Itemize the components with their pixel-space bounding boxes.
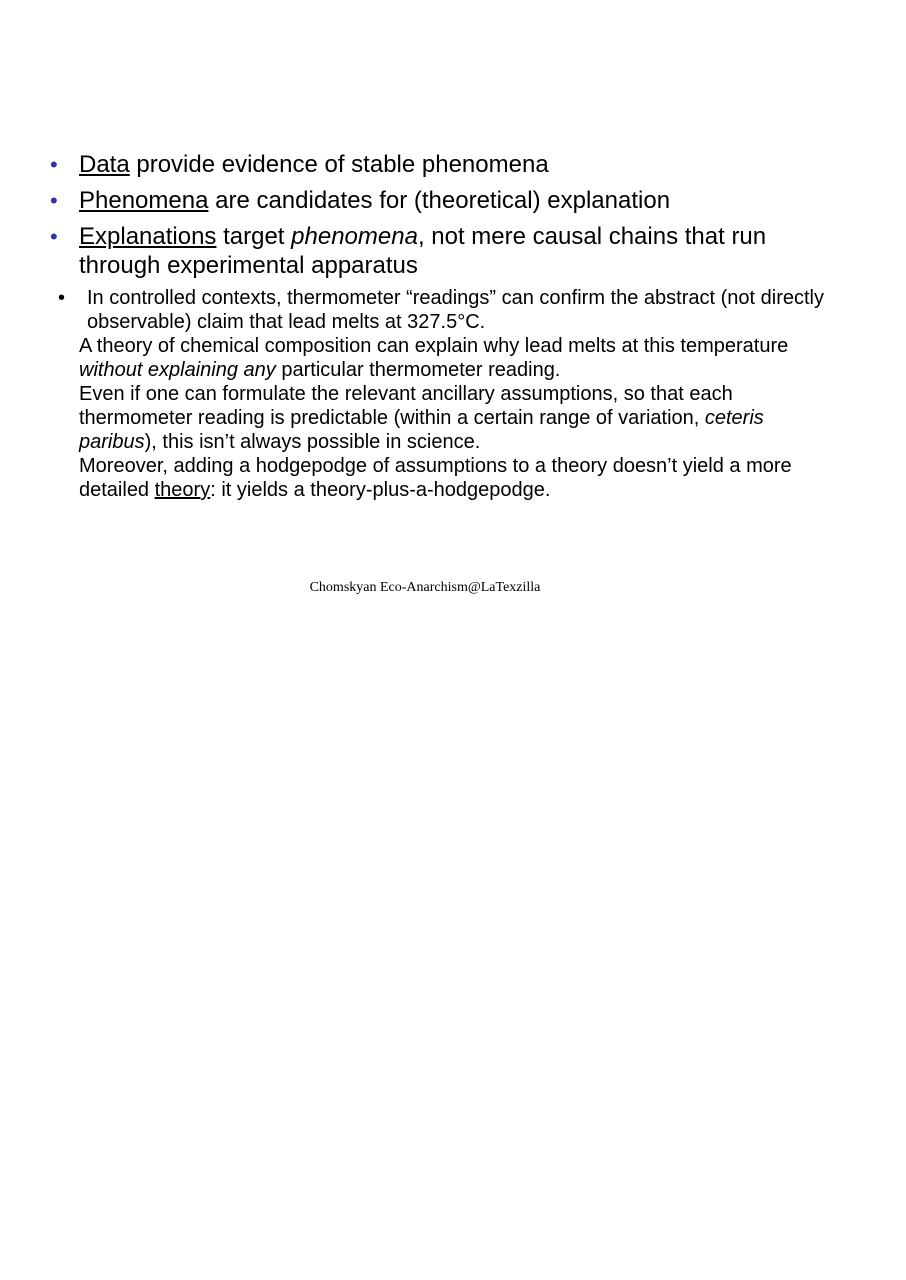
main-bullet-list: [48, 150, 828, 287]
bullet-dot-icon: •: [50, 224, 58, 249]
bullet-lead-term: Explanations: [79, 223, 217, 250]
sub-bullet: [56, 286, 836, 334]
bullet-explanations: [48, 222, 828, 280]
bullet-lead-term: Data: [79, 151, 130, 178]
bullet-emphasis: phenomena: [291, 223, 418, 250]
bullet-text: , not mere causal chains that run through experimental apparatus: [79, 223, 767, 279]
bullet-phenomena: [48, 186, 828, 215]
bullet-text: are candidates for (theoretical) explanation: [208, 187, 671, 214]
bullet-dot-icon: •: [50, 188, 58, 213]
paragraph-text: Moreover, adding a hodgepodge of assumptions to a theory doesn’t yield a more detailed: [79, 455, 792, 501]
paragraph-text: A theory of chemical composition can explain why lead melts at this temperature: [79, 335, 789, 357]
paragraph-emphasis: without explaining any: [79, 359, 276, 381]
bullet-text: provide evidence of stable phenomena: [129, 151, 549, 178]
sub-bullet-dot-icon: •: [58, 287, 66, 309]
bullet-data: [48, 150, 828, 179]
paragraph-text: particular thermometer reading.: [275, 359, 561, 381]
paragraph-text: Even if one can formulate the relevant ancillary assumptions, so that each thermometer reading is predictable (within a certain range of variation,: [79, 383, 733, 429]
paragraph-text: ), this isn’t always possible in science.: [144, 431, 481, 453]
paragraph-hodgepodge: [56, 454, 836, 502]
sub-bullet-text: In controlled contexts, thermometer “readings” can confirm the abstract (not directly observable) claim that lead melts at 327.5°C.: [87, 287, 824, 333]
detail-block: [56, 286, 836, 502]
paragraph-underlined-term: theory: [154, 479, 211, 501]
paragraph-chemical-theory: [56, 334, 836, 382]
paragraph-ancillary-assumptions: [56, 382, 836, 454]
bullet-lead-term: Phenomena: [79, 187, 209, 214]
footer-credit: Chomskyan Eco-Anarchism@LaTexzilla: [309, 580, 541, 595]
bullet-text: target: [216, 223, 292, 250]
paragraph-emphasis: ceteris paribus: [79, 407, 764, 453]
bullet-dot-icon: •: [50, 152, 58, 177]
paragraph-text: : it yields a theory-plus-a-hodgepodge.: [210, 479, 551, 501]
